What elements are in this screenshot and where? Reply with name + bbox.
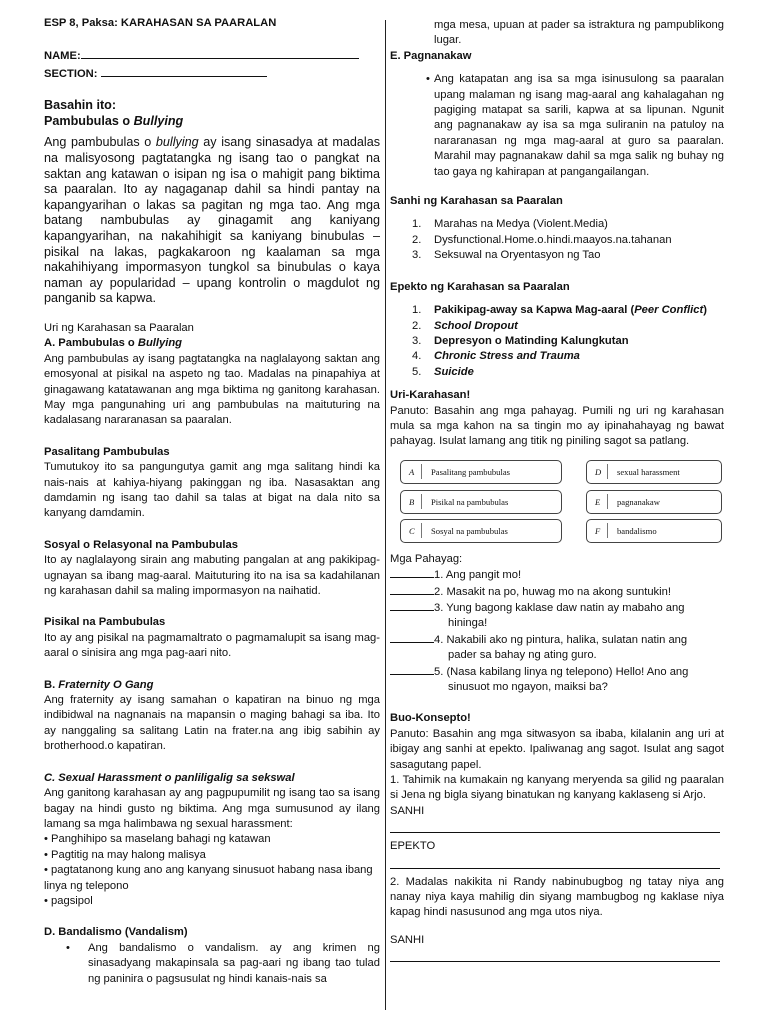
left-column bbox=[44, 16, 380, 987]
section-d-heading: D. Bandalismo (Vandalism) bbox=[44, 926, 188, 939]
reading-title: Pambubulas o Bullying bbox=[44, 113, 184, 128]
harassment-item: • Pagtitig na may halong malisya bbox=[44, 848, 206, 861]
effect-item: 2. School Dropout bbox=[412, 319, 518, 332]
activity-instructions: Panuto: Basahin ang mga pahayag. Pumili ng uri ng karahasan mula sa mga kahon na sa tingin mo ay ipinahahayag ng bawat pahayag. Isulat lamang ang titik ng piniling sagot sa patlang. bbox=[390, 404, 724, 448]
cause-answer-line[interactable] bbox=[390, 822, 720, 833]
answer-blank[interactable] bbox=[390, 584, 434, 595]
verbal-text: Tumutukoy ito sa pangungutya gamit ang mga salitang hindi ka nais-nais at kahiya-hiyang pakinggan ng iba. Nasasaktan ang damdamin ng isang tao dahil sa talas at bigat na dala nito sa kanyang damdamin. bbox=[44, 461, 380, 520]
choice-box-d: D sexual harassment bbox=[586, 460, 722, 484]
harassment-item: • pagsipol bbox=[44, 894, 93, 907]
harassment-item: • pagtatanong kung ano ang kanyang sinusuot habang nasa ibang linya ng telepono bbox=[44, 864, 373, 892]
statement-item: 4. Nakabili ako ng pintura, halika, sulatan natin ang bbox=[390, 632, 724, 648]
statement-item: 3. Yung bagong kaklase daw natin ay mabaho ang bbox=[390, 600, 724, 616]
situation-2: 2. Madalas nakikita ni Randy nabinubugbog ng tatay niya ang nanay niya kaya mahilig din siyang mambugbog ng kaklase niya kapag hindi nasusunod ang mga utos niya. bbox=[390, 875, 724, 919]
section-blank[interactable] bbox=[101, 65, 267, 77]
name-label: NAME: bbox=[44, 50, 81, 63]
choice-box-c: C Sosyal na pambubulas bbox=[400, 519, 562, 543]
choice-boxes bbox=[390, 460, 724, 552]
activity-heading: Uri-Karahasan! bbox=[390, 389, 471, 402]
statement-continuation: sinusuot mo ngayon, maiksi ba? bbox=[448, 681, 608, 693]
cause-item: 1. Marahas na Medya (Violent.Media) bbox=[412, 218, 608, 231]
section-e-heading: E. Pagnanakaw bbox=[390, 49, 472, 62]
column-divider bbox=[385, 20, 386, 1010]
section-d-text: • Ang bandalismo o vandalism. ay ang krimen ng sinasadyang makapinsala sa pag-aari ng ibang tao tulad ng paninira o pagsusulat ng hindi kanais-nais sa bbox=[44, 941, 380, 987]
section-c-text: Ang ganitong karahasan ay ang pagpupumilit ng isang tao sa isang bagay na hindi gusto ng biktima. Ang mga sumusunod ay ilang lamang sa mga halimbawa ng sexual harassment: bbox=[44, 787, 380, 830]
section-c-heading: C. Sexual Harassment o panliligalig sa sekswal bbox=[44, 771, 295, 784]
effects-heading: Epekto ng Karahasan sa Paaralan bbox=[390, 280, 570, 293]
answer-blank[interactable] bbox=[390, 600, 434, 611]
section-field bbox=[44, 65, 380, 82]
answer-blank[interactable] bbox=[390, 664, 434, 675]
section-d-continued: mga mesa, upuan at pader sa istraktura ng pampublikong lugar. bbox=[434, 19, 724, 47]
choice-box-b: B Pisikal na pambubulas bbox=[400, 490, 562, 514]
statement-item: 5. (Nasa kabilang linya ng telepono) Hello! Ano ang bbox=[390, 664, 724, 680]
types-heading: Uri ng Karahasan sa Paaralan bbox=[44, 321, 194, 334]
effect-label: EPEKTO bbox=[390, 840, 436, 853]
name-field bbox=[44, 47, 380, 64]
causes-list bbox=[390, 217, 724, 263]
section-a-heading: A. Pambubulas o Bullying bbox=[44, 337, 183, 350]
physical-heading: Pisikal na Pambubulas bbox=[44, 616, 166, 629]
statement-continuation: hininga! bbox=[448, 617, 488, 630]
intro-paragraph: Ang pambubulas o bullying ay isang sinasadya at madalas na malisyosong pagtatangka ng isang tao o pangkat na saktan ang katawan o isipan ng isa o mahigit pang biktima sa paaralan. Ito ay nagaganap dahil sa hindi pantay na kapangyarihan o lakas sa pagitan ng mga tao. Ang mga batang nambubulas ay ginagamit ang kaniyang kapangyarihan, na nakahihigit sa kaniyang binubulas – pisikal na lakas, pagkakaroon ng kaalaman sa mga nakahihiyang impormasyon tungkol sa binubulas o kaya naman ay popularidad – upang kontrolin o magdulot ng panganib sa kapwa. bbox=[44, 135, 381, 306]
section-label: SECTION: bbox=[44, 67, 98, 80]
effects-list bbox=[390, 303, 724, 380]
verbal-heading: Pasalitang Pambubulas bbox=[44, 445, 170, 458]
answer-blank[interactable] bbox=[390, 567, 434, 578]
section-e-text: • Ang katapatan ang isa sa mga isinusulong sa paaralan upang malaman ng isang mag-aaral ang kahalagahan ng pagiging matapat sa sarili, kapwa at sa lipunan. Ngunit ang pagnanakaw ay isa sa mga suliranin na patuloy na nararanasan ng mga mag-aaral at guro sa paaralan. Marahil may pagnanakaw dahil sa mga salik ng buhay ng tao gaya ng kahirapan at pangangailangan. bbox=[390, 72, 724, 180]
statement-continuation: pader sa bahay ng ating guro. bbox=[448, 649, 597, 662]
effect-item: 1. Pakikipag-away sa Kapwa Mag-aaral (Peer Conflict) bbox=[412, 304, 707, 317]
cause-item: 2. Dysfunctional.Home.o.hindi.maayos.na.tahanan bbox=[412, 233, 672, 246]
effect-item: 5. Suicide bbox=[412, 365, 474, 378]
choice-box-f: F bandalismo bbox=[586, 519, 722, 543]
statement-item: 2. Masakit na po, huwag mo na akong suntukin! bbox=[390, 584, 724, 600]
cause-label: SANHI bbox=[390, 804, 425, 817]
name-blank[interactable] bbox=[81, 47, 359, 59]
effect-item: 3. Depresyon o Matinding Kalungkutan bbox=[412, 334, 629, 347]
concept-instructions: Panuto: Basahin ang mga sitwasyon sa ibaba, kilalanin ang uri at ibigay ang sanhi at epekto. Ipaliwanag ang sagot. Isulat ang sagot sasagutang papel. bbox=[390, 727, 724, 771]
choice-box-a: A Pasalitang pambubulas bbox=[400, 460, 562, 484]
causes-heading: Sanhi ng Karahasan sa Paaralan bbox=[390, 195, 563, 208]
choice-box-e: E pagnanakaw bbox=[586, 490, 722, 514]
answer-blank[interactable] bbox=[390, 632, 434, 643]
cause-label-2: SANHI bbox=[390, 933, 425, 946]
effect-item: 4. Chronic Stress and Trauma bbox=[412, 350, 580, 363]
statements-label: Mga Pahayag: bbox=[390, 552, 463, 565]
harassment-item: • Panghihipo sa maselang bahagi ng katawan bbox=[44, 833, 271, 846]
physical-text: Ito ay ang pisikal na pagmamaltrato o pagmamalupit sa isang mag-aaral o sinisira ang mga pag-aari nito. bbox=[44, 631, 380, 660]
effect-answer-line[interactable] bbox=[390, 858, 720, 869]
statement-item: 1. Ang pangit mo! bbox=[390, 567, 724, 583]
section-a-text: Ang pambubulas ay isang pagtatangka na naglalayong saktan ang emosyonal at pisikal na aspeto ng tao. Madalas na pinapahiya at ginagawang katatawanan ang mga biktima ng ganitong karahasan. May mga pangunahing uri ang pambubulas na maituturing na kadalasang nararanasan sa paaralan. bbox=[44, 352, 380, 427]
cause-answer-line-2[interactable] bbox=[390, 951, 720, 962]
cause-item: 3. Seksuwal na Oryentasyon ng Tao bbox=[412, 249, 601, 262]
section-b-heading: B. Fraternity O Gang bbox=[44, 678, 154, 691]
read-prompt: Basahin ito: bbox=[44, 98, 117, 113]
worksheet-title: ESP 8, Paksa: KARAHASAN SA PAARALAN bbox=[44, 17, 277, 29]
section-b-text: Ang fraternity ay isang samahan o kapatiran na binuo ng mga indibidwal na nagnanais na mapansin o maging bahagi sa iba. Ito ay nanggaling sa salitang Latin na frater.na ang ibig sabihin ay brotherhood.o kapatiran. bbox=[44, 694, 380, 753]
social-heading: Sosyal o Relasyonal na Pambubulas bbox=[44, 538, 238, 551]
situation-1: 1. Tahimik na kumakain ng kanyang meryenda sa gilid ng paaralan si Jena ng bigla siyang binatukan ng kanyang kaklaseng si Arjo. bbox=[390, 774, 724, 802]
social-text: Ito ay naglalayong sirain ang mabuting pangalan at ang pakikipag-ugnayan sa ibang mag-aaral. Maituturing ito na isa sa kadahilanan ng karahasan dahil sa maling impormasyon na naihatid. bbox=[44, 554, 380, 598]
concept-heading: Buo-Konsepto! bbox=[390, 712, 471, 725]
right-column bbox=[390, 18, 724, 968]
